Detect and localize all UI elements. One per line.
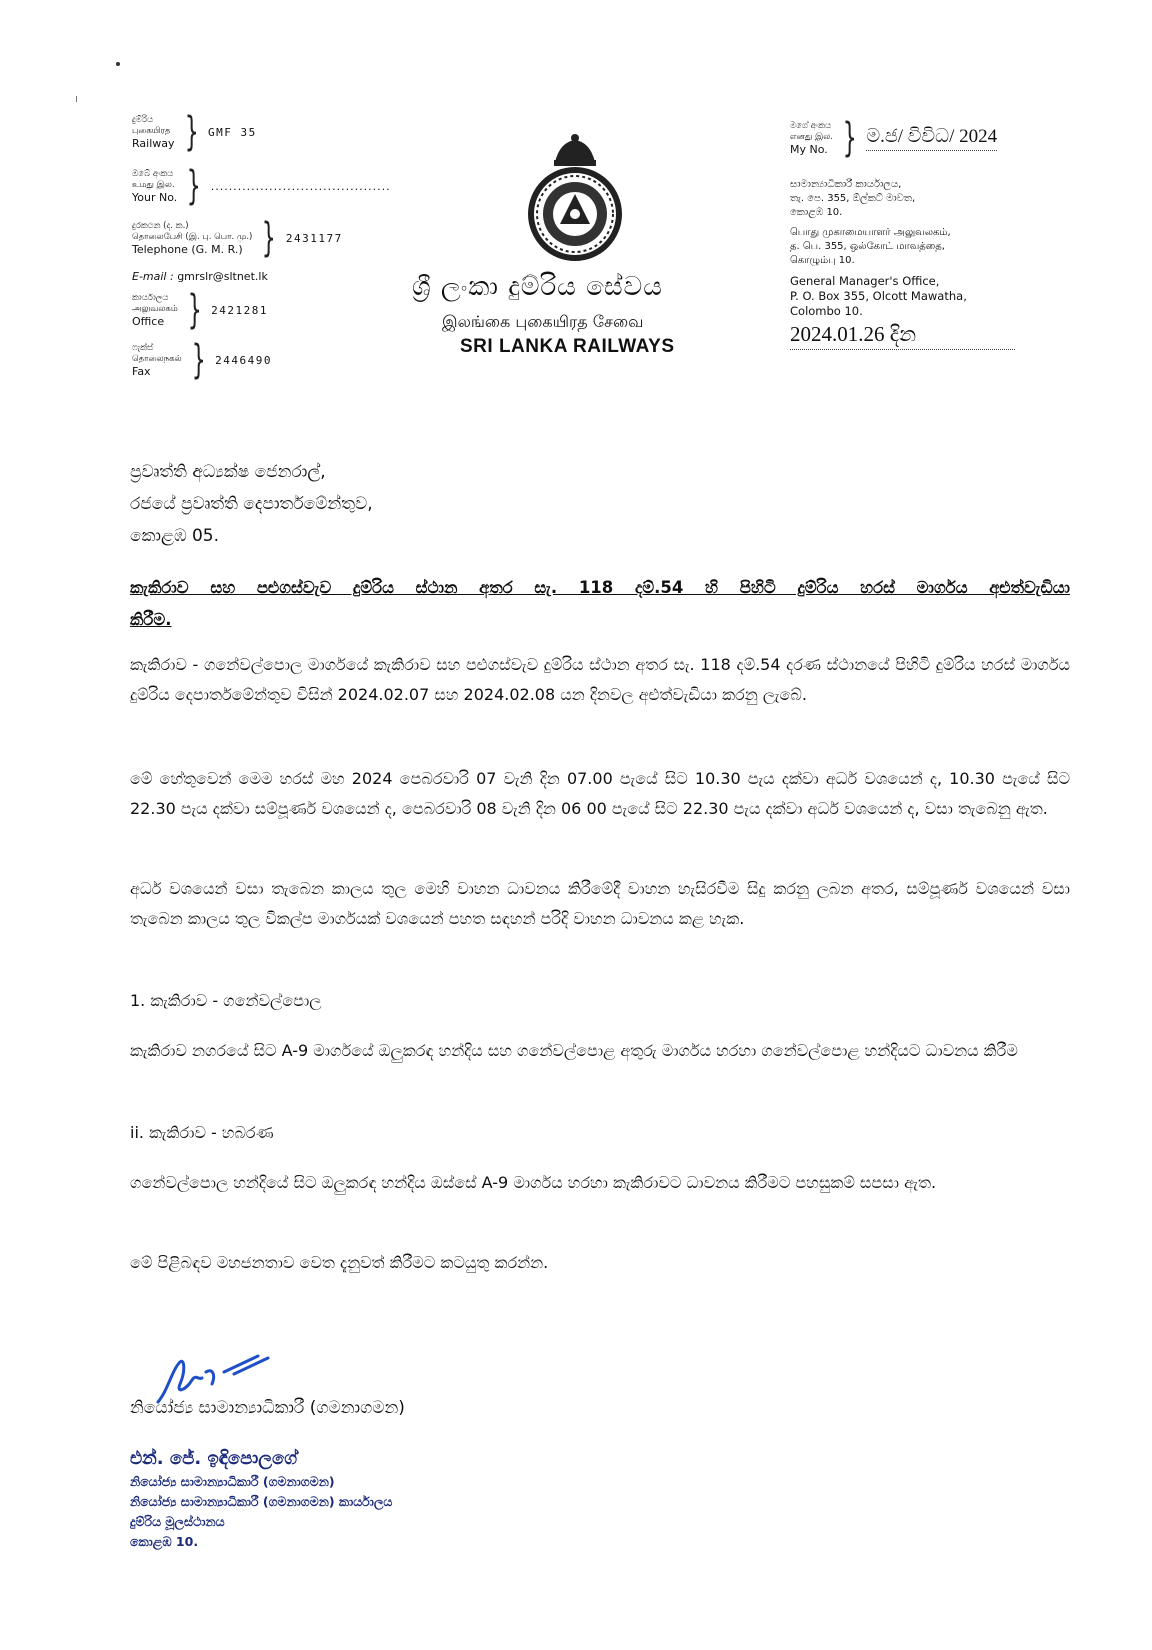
address-si-line: සාමාන්‍යාධිකාරී කාර්යාලය, [790, 179, 902, 190]
your-no-group [132, 163, 391, 209]
brace-icon: } [184, 109, 199, 155]
subject [130, 572, 1070, 636]
addressee-line: කොළඹ 05. [130, 526, 219, 546]
fax-label-en: Fax [132, 364, 151, 378]
stamp-line: කොළඹ 10. [130, 1534, 199, 1549]
scan-mark [76, 96, 77, 102]
title-tamil: இலங்கை புகையிரத சேவை [442, 312, 644, 331]
brace-icon: } [187, 287, 202, 333]
addressee-line: ප්‍රවෘත්ති අධ්‍යක්ෂ ජෙනරාල්, [130, 462, 326, 482]
office-value: 2421281 [211, 303, 268, 317]
official-stamp [130, 1446, 392, 1552]
body-paragraph-1: කැකිරාව - ගනේවල්පොල මාර්ගයේ කැකිරාව සහ පළුගස්වැව දුම්රිය ස්ථාන අතර සැ. 118 දම්.54 දරණ ස්ථානයේ පිහිටි දුම්රිය හරස් මාර්ගය දුම්රිය දෙපාර්තමේන්තුව විසින් 2024.02.07 සහ 2024.02.08 යන දිනවල අළුත්වැඩියා කරනු ලැබේ. [130, 655, 1070, 704]
address-en-line: P. O. Box 355, Olcott Mawatha, [790, 289, 967, 303]
telephone-group [132, 215, 343, 261]
my-no-label-ta: எனது இல. [790, 131, 833, 142]
railway-label-ta: புகையிரத [132, 125, 171, 136]
office-group [132, 287, 268, 333]
stamp-line: නියෝජ්‍ය සාමාන්‍යාධිකාරී (ගමනාගමන) [130, 1474, 335, 1489]
railway-ref-value: GMF 35 [207, 125, 257, 139]
fax-group [132, 337, 272, 383]
route-2-heading: ii. කැකිරාව - හබරණ [130, 1123, 274, 1142]
email-value: gmrslr@sltnet.lk [177, 270, 268, 283]
telephone-label-en: Telephone (G. M. R.) [132, 242, 243, 256]
stamp-line: නියෝජ්‍ය සාමාන්‍යාධිකාරී (ගමනාගමන) කාර්යාලය [130, 1494, 393, 1509]
your-no-label-en: Your No. [132, 190, 178, 204]
email-line [132, 270, 268, 283]
route-2-text: ගනේවල්පොල හන්දියේ සිට ඔලුකරඳ හන්දිය ඔස්සේ A-9 මාර්ගය හරහා කැකිරාවට ධාවනය කිරීමට පහසුකම් සපසා ඇත. [130, 1173, 937, 1192]
railway-crest-icon [520, 132, 630, 262]
scan-dot [116, 62, 120, 66]
brace-icon: } [262, 215, 277, 261]
fax-label-ta: தொலைநகல் [132, 353, 182, 364]
brace-icon: } [842, 115, 857, 161]
railway-label-si: දුම්රිය [132, 114, 154, 125]
address-tamil [790, 226, 951, 268]
signatory-title: නියෝජ්‍ය සාමාන්‍යාධිකාරී (ගමනාගමන) [130, 1398, 405, 1418]
address-sinhala [790, 178, 915, 220]
telephone-label-si: දුරකථන (ද. ක.) [132, 220, 189, 231]
address-ta-line: பொது முகாமையாளர் அலுவலகம், [790, 227, 951, 238]
railway-label-en: Railway [132, 136, 175, 150]
closing-line: මේ පිළිබඳව මහජනතාව වෙත දැනුවත් කිරීමට කටයුතු කරන්න. [130, 1253, 549, 1272]
your-no-value: ........................................ [210, 179, 391, 193]
addressee-line: රජයේ ප්‍රවෘත්ති දෙපාර්තමේන්තුව, [130, 494, 373, 514]
route-1-text: කැකිරාව නගරයේ සිට A-9 මාර්ගයේ ඔලුකරඳ හන්දිය සහ ගනේවල්පොළ අතුරු මාර්ගය හරහා ගනේවල්පොළ හන්දියට ධාවනය කිරීම [130, 1041, 1018, 1060]
title-english: SRI LANKA RAILWAYS [460, 336, 675, 357]
address-en-line: General Manager's Office, [790, 274, 940, 288]
brace-icon: } [191, 337, 206, 383]
stamp-line: දුම්රිය මූලස්ථානය [130, 1514, 225, 1529]
telephone-label-ta: தொலைபேசி (இ. பு. பொ. மு.) [132, 231, 253, 242]
address-si-line: කොළඹ 10. [790, 207, 843, 218]
office-label-en: Office [132, 314, 165, 328]
your-no-label-si: ඔබේ අංකය [132, 168, 174, 179]
email-label: E-mail : [132, 270, 174, 283]
address-si-line: තැ. පෙ. 355, ඕල්කට් මාවත, [790, 193, 916, 204]
my-no-value: ම.ජ/ විවිධ/ 2024 [866, 126, 997, 151]
signatory-name: එන්. ජේ. ඉඳිපොලගේ [130, 1448, 298, 1469]
railway-ref-group [132, 109, 257, 155]
address-ta-line: கொழும்பு 10. [790, 255, 855, 266]
address-english [790, 274, 967, 319]
my-no-label-en: My No. [790, 142, 828, 156]
subject-line: කිරීම. [130, 610, 172, 629]
my-no-group [790, 115, 998, 161]
office-label-si: කාර්යාලය [132, 292, 169, 303]
your-no-label-ta: உமது இல. [132, 179, 175, 190]
body-paragraph-2: මේ හේතුවෙන් මෙම හරස් මහ 2024 පෙබරවාරි 07 වැනි දින 07.00 පැයේ සිට 10.30 පැය දක්වා අර්ධ වශයෙන් ද, 10.30 පැයේ සිට 22.30 පැය දක්වා සම්පූර්ණ වශයෙන් ද, පෙබරවාරි 08 වැනි දින 06 00 පැයේ සිට 22.30 පැය දක්වා අර්ධ වශයෙන් ද, වසා තැබෙනු ඇත. [130, 769, 1070, 818]
body-paragraph-3: අර්ධ වශයෙන් වසා තැබෙන කාලය තුල මෙහි වාහන ධාවනය කිරීමේදී වාහන හැසිරවීම සිදු කරනු ලබන අතර, සම්පූර්ණ වශයෙන් වසා තැබෙන කාලය තුල විකල්ප මාර්ගයක් වශයෙන් පහත සඳහන් පරිදි වාහන ධාවනය කළ හැක. [130, 879, 1070, 928]
subject-line: කැකිරාව සහ පළුගස්වැව දුම්රිය ස්ථාන අතර සැ. 118 දම්.54 හි පිහිටි දුම්රිය හරස් මාර්ගය අළුත්වැඩියා [130, 578, 1070, 597]
route-1-heading: 1. කැකිරාව - ගනේවල්පොල [130, 991, 322, 1010]
office-label-ta: அலுவலகம் [132, 303, 178, 314]
fax-label-si: ෆැක්ස් [132, 342, 154, 353]
telephone-value: 2431177 [285, 231, 343, 245]
address-ta-line: த. பெ. 355, ஒல்கோட் மாவத்தை, [790, 241, 945, 252]
addressee-block [130, 456, 373, 552]
brace-icon: } [186, 163, 201, 209]
letter-date: 2024.01.26 දින [790, 322, 1015, 350]
fax-value: 2446490 [215, 353, 272, 367]
address-en-line: Colombo 10. [790, 304, 863, 318]
title-sinhala: ශ්‍රී ලංකා දුම්රිය සේවය [412, 272, 663, 302]
my-no-label-si: මගේ අංකය [790, 120, 832, 131]
